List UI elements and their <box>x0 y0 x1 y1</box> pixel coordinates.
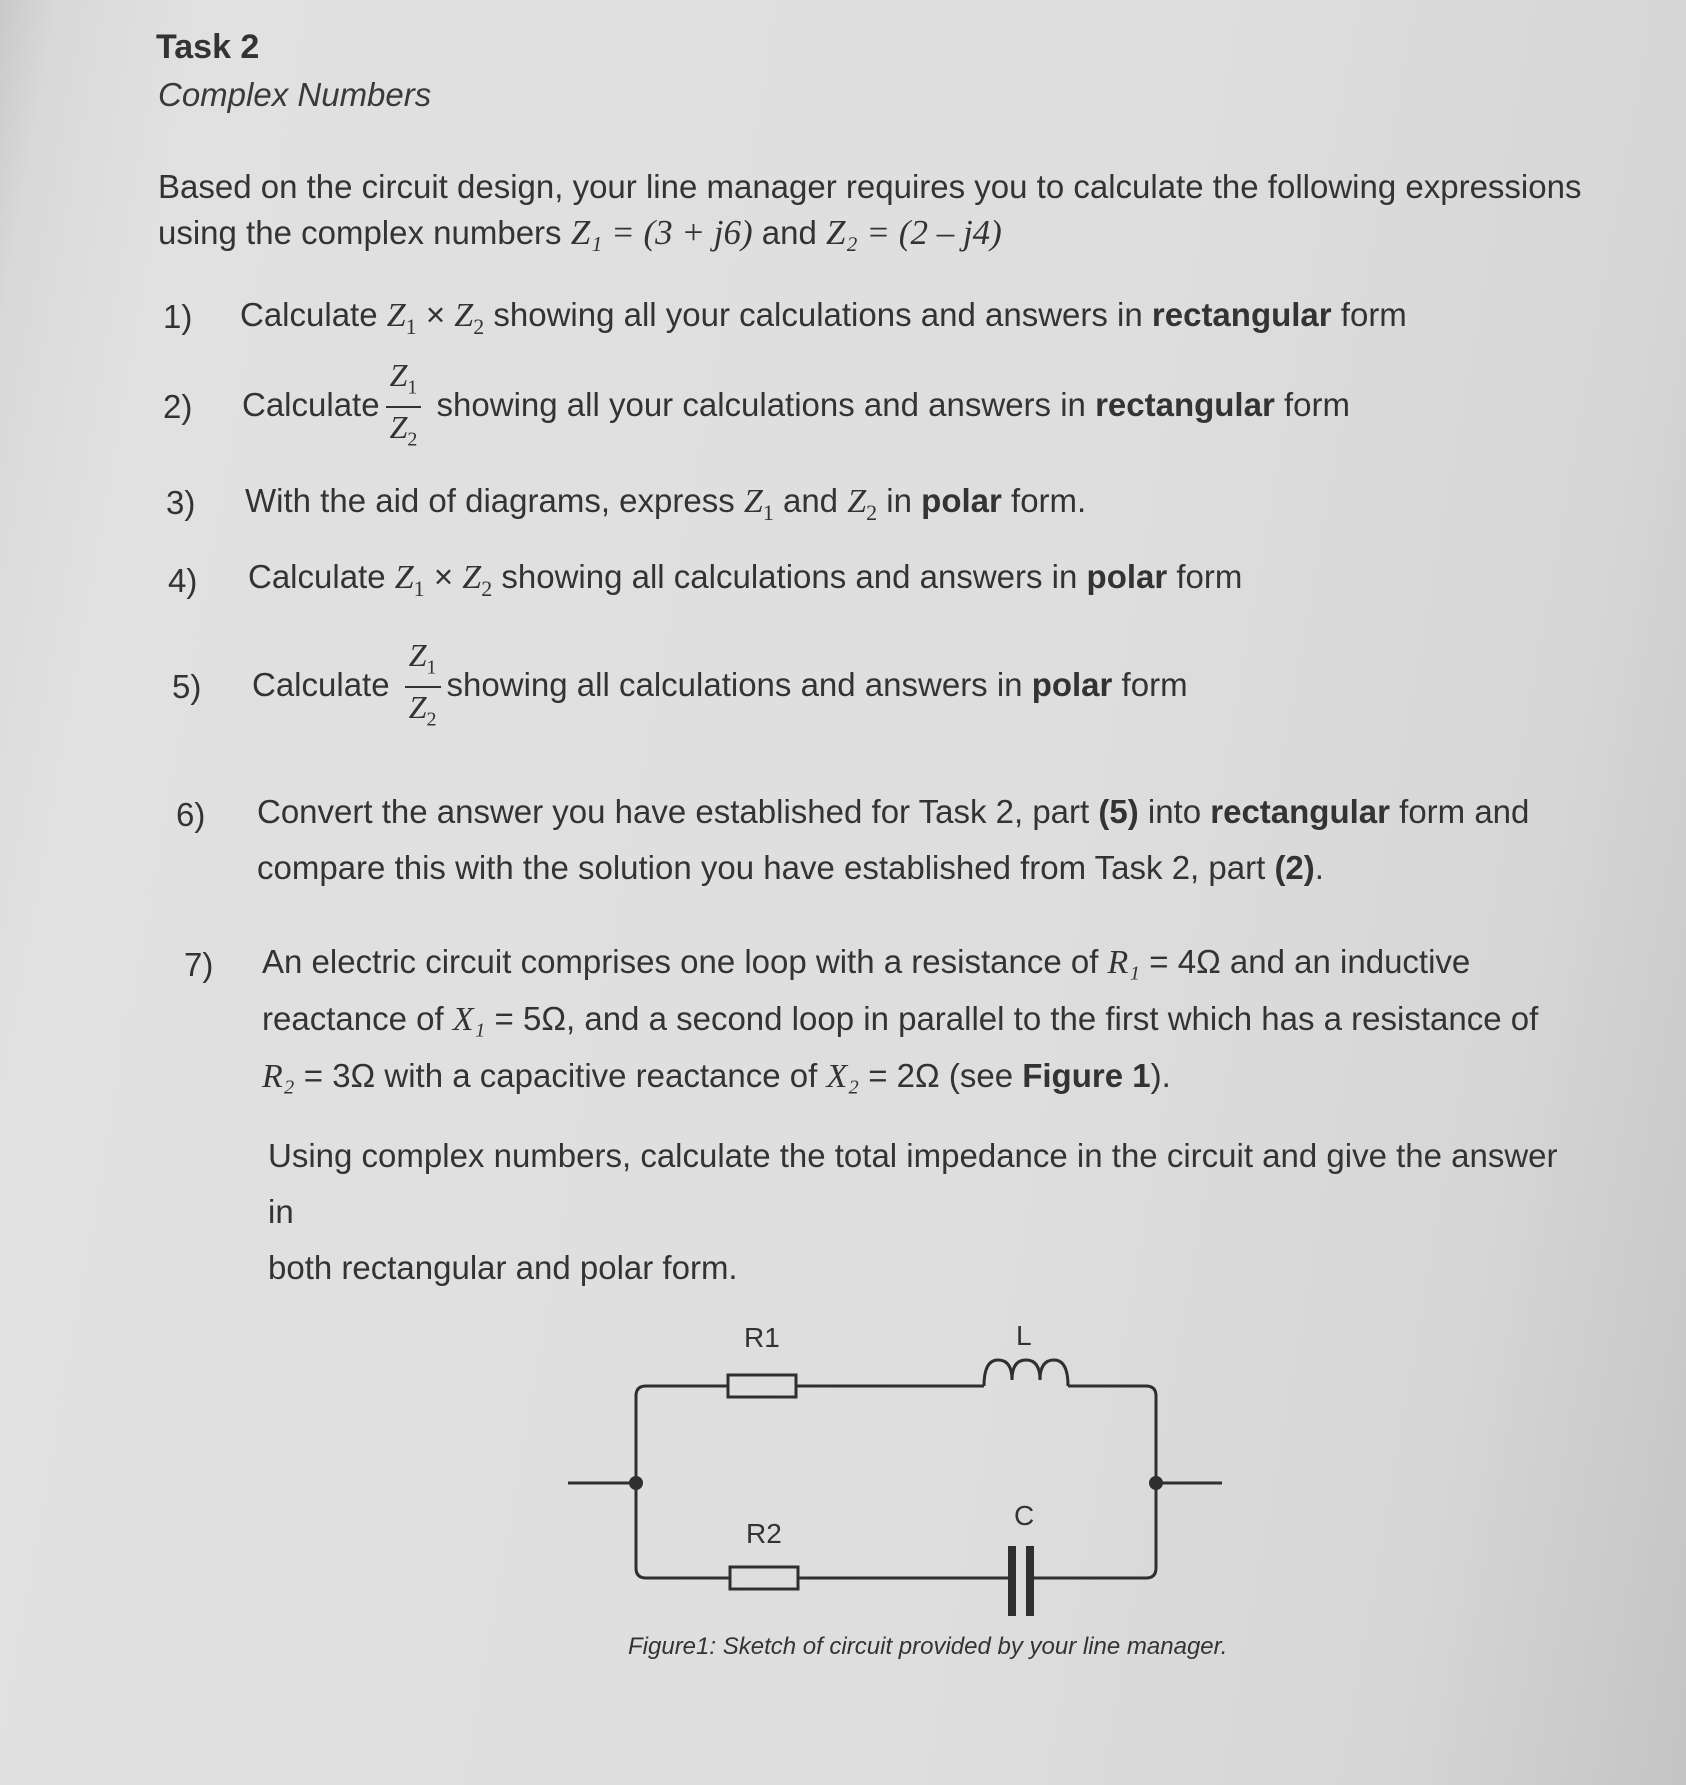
task-6-text: Convert the answer you have established for Task 2, part (5) into rectangular form and compare this with the solution you have established from Task 2, part (2). <box>257 793 1530 886</box>
task-7-instruction: Using complex numbers, calculate the total impedance in the circuit and give the answer in both rectangular and polar form. <box>268 1137 1558 1286</box>
intro-line-2-prefix: using the complex numbers <box>158 214 571 251</box>
z1-over-z2-fraction: $\frac{Z_1}{Z_2}$ <box>405 636 441 739</box>
task-4-number: 4) <box>168 562 198 599</box>
z1-over-z2-fraction: $\frac{Z_1}{Z_2}$ <box>386 356 422 459</box>
z1-symbol: $Z_1$ <box>743 483 774 525</box>
intro-and: and <box>752 214 827 251</box>
task-1-text: Calculate $Z_1 \times Z_2$ showing all your calculations and answers in rectangular form <box>240 296 1407 339</box>
inductor-l <box>984 1360 1068 1386</box>
right-junction-node <box>1149 1476 1163 1490</box>
label-r2: R2 <box>746 1518 782 1549</box>
task-7-number: 7) <box>184 946 214 983</box>
z1-symbol: $Z_1$ <box>394 559 425 601</box>
task-2-number: 2) <box>163 388 193 425</box>
z2-expression: Z₂ = (2 – j4) <box>826 213 1002 252</box>
right-wire <box>1030 1386 1156 1578</box>
task-5-text: Calculate $\frac{Z_1}{Z_2}$ showing all calculations and answers in polar form <box>252 636 1188 739</box>
page-subtitle: Complex Numbers <box>158 76 432 113</box>
resistor-r1 <box>728 1375 796 1397</box>
task-7-text: An electric circuit comprises one loop with a resistance of R₁ = 4Ω and an inductive reactance of X₁ = 5Ω, and a second loop in parallel to the first which has a resistance of R₂ = 3Ω with a capacitive reactance of X₂ = 2Ω (see Figure 1). <box>262 943 1539 1095</box>
task-1-number: 1) <box>163 298 193 335</box>
z2-symbol: $Z_2$ <box>454 297 485 339</box>
left-upper-wire <box>636 1386 728 1483</box>
task-5-number: 5) <box>172 668 202 705</box>
z2-symbol: $Z_2$ <box>847 483 878 525</box>
label-c: C <box>1014 1500 1035 1531</box>
z1-expression: Z₁ = (3 + j6) <box>570 213 753 252</box>
task-3-number: 3) <box>166 484 196 521</box>
page-title: Task 2 <box>156 28 260 66</box>
task-3-text: With the aid of diagrams, express $Z_1$ and $Z_2$ in polar form. <box>245 482 1087 525</box>
left-lower-wire <box>636 1483 730 1578</box>
task-4-text: Calculate $Z_1 \times Z_2$ showing all calculations and answers in polar form <box>248 558 1243 601</box>
z2-symbol: $Z_2$ <box>462 559 493 601</box>
intro-line-1: Based on the circuit design, your line manager requires you to calculate the following expressions <box>158 168 1582 205</box>
figure-caption: Figure1: Sketch of circuit provided by your line manager. <box>628 1633 1228 1660</box>
task-2-text: Calculate $\frac{Z_1}{Z_2}$ showing all your calculations and answers in rectangular form <box>242 356 1350 459</box>
task-6-number: 6) <box>176 796 206 833</box>
label-l: L <box>1016 1320 1032 1351</box>
z1-symbol: $Z_1$ <box>386 297 417 339</box>
left-junction-node <box>629 1476 643 1490</box>
resistor-r2 <box>730 1567 798 1589</box>
label-r1: R1 <box>744 1322 780 1353</box>
